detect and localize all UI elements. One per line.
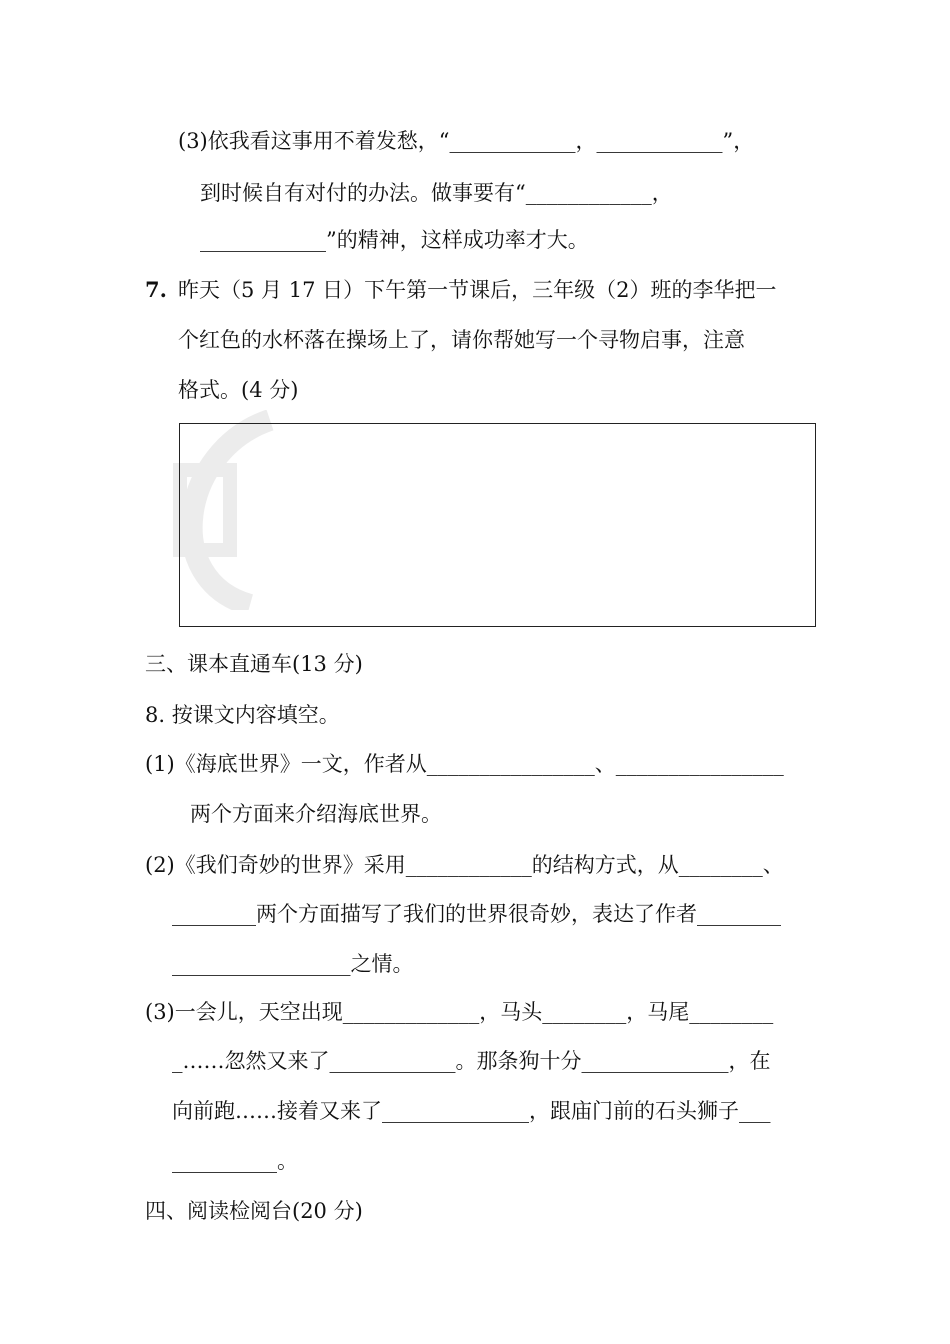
- q8-3-line-3: 向前跑……接着又来了______________，跟庙门前的石头狮子___: [172, 1099, 771, 1123]
- q8-3-line-2: _……忽然又来了____________。那条狗十分______________，在: [172, 1049, 771, 1073]
- q8-2-line-3: _________________之情。: [172, 952, 414, 976]
- q8-1-line-1: (1)《海底世界》一文，作者从________________、________________: [145, 752, 784, 776]
- q8-1-line-2: 两个方面来介绍海底世界。: [190, 802, 442, 826]
- section-4-heading: 四、阅读检阅台(20 分): [145, 1199, 363, 1223]
- q6-3-line-2: 到时候自有对付的办法。做事要有“____________，: [200, 181, 673, 205]
- q8-3-line-4: __________。: [172, 1149, 298, 1173]
- q8-3-line-1: (3)一会儿，天空出现_____________，马头________，马尾________: [145, 1000, 774, 1024]
- q6-3-line-3: ____________”的精神，这样成功率才大。: [200, 228, 589, 252]
- q8-2-line-1: (2)《我们奇妙的世界》采用____________的结构方式，从________、: [145, 853, 784, 877]
- q8-2-line-2: ________两个方面描写了我们的世界很奇妙，表达了作者________: [172, 902, 781, 926]
- q8-title: 8. 按课文内容填空。: [145, 703, 340, 727]
- q7-line-3: 格式。(4 分): [178, 378, 299, 402]
- section-3-heading: 三、课本直通车(13 分): [145, 652, 363, 676]
- q7-line-2: 个红色的水杯落在操场上了，请你帮她写一个寻物启事，注意: [178, 328, 745, 352]
- q7-number: 7.: [145, 277, 167, 302]
- q7-line-1: 昨天（5 月 17 日）下午第一节课后，三年级（2）班的李华把一: [178, 278, 777, 302]
- q7-answer-box[interactable]: [179, 423, 816, 627]
- q6-3-line-1: (3)依我看这事用不着发愁，“____________，____________”，: [178, 129, 755, 153]
